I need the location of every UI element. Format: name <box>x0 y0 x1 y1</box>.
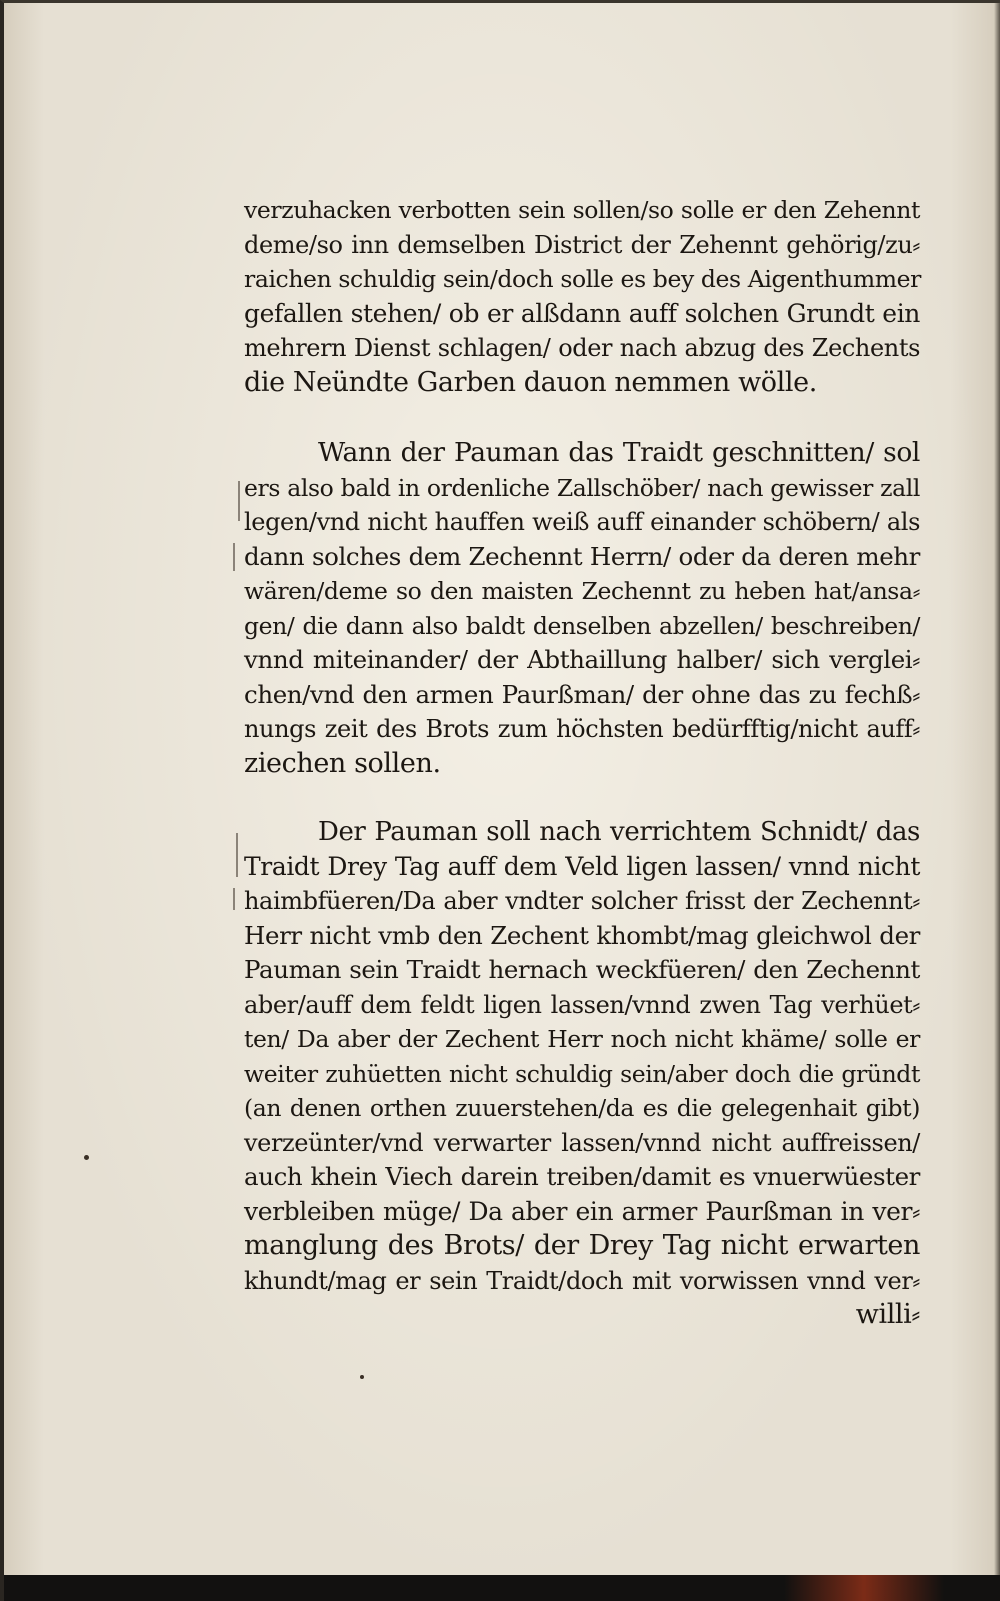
paragraph-gap <box>244 400 920 436</box>
text-line: die Neündte Garben dauon nemmen wölle. <box>244 366 817 398</box>
text-line: manglung des Brots/ der Drey Tag nicht erwarten <box>244 1230 920 1261</box>
page-edge-shadow <box>994 3 1000 1578</box>
text-line: verzuhacken verbotten sein sollen/so solle er den Zehennt <box>244 196 920 224</box>
text-line: gefallen stehen/ ob er alßdann auff solchen Grundt ein <box>244 298 920 328</box>
text-line: dann solches dem Zechennt Herrn/ oder da deren mehr <box>244 541 920 571</box>
text-line: weiter zuhüetten nicht schuldig sein/aber doch die gründt <box>244 1059 920 1088</box>
text-line: legen/vnd nicht hauffen weiß auff einander schöbern/ als <box>244 508 920 536</box>
margin-mark <box>233 543 235 571</box>
scan-bottom-edge <box>4 1575 1000 1601</box>
text-line: verbleiben müge/ Da aber ein armer Paurßman in ver⸗ <box>244 1196 920 1226</box>
page-text <box>244 193 920 1333</box>
text-line: Herr nicht vmb den Zechent khombt/mag gleichwol der <box>244 920 920 950</box>
paragraph-2 <box>244 436 920 781</box>
text-line: ziechen sollen. <box>244 747 441 779</box>
text-line: (an denen orthen zuuerstehen/da es die gelegenhait gibt) <box>244 1094 920 1122</box>
binding-edge <box>784 1575 944 1601</box>
text-line: chen/vnd den armen Paurßman/ der ohne das zu fechß⸗ <box>244 679 920 709</box>
text-line: deme/so inn demselben District der Zehennt gehörig/zu⸗ <box>244 230 920 259</box>
text-line: Pauman sein Traidt hernach weckfüeren/ den Zechennt <box>244 955 920 984</box>
text-line: raichen schuldig sein/doch solle es bey des Aigenthummer <box>244 265 921 293</box>
margin-mark <box>233 888 235 910</box>
text-line: ers also bald in ordenliche Zallschöber/ nach gewisser zall <box>244 473 920 502</box>
text-line: khundt/mag er sein Traidt/doch mit vorwissen vnnd ver⸗ <box>244 1266 920 1295</box>
text-line: wären/deme so den maisten Zechennt zu heben hat/ansa⸗ <box>244 577 920 605</box>
text-line: gen/ die dann also baldt denselben abzellen/ beschreiben/ <box>244 611 920 640</box>
paragraph-3 <box>244 815 920 1298</box>
text-line: verzeünter/vnd verwarter lassen/vnnd nicht auffreissen/ <box>244 1128 920 1157</box>
ink-speck <box>360 1375 364 1379</box>
text-line: Der Pauman soll nach verrichtem Schnidt/ das <box>318 817 920 847</box>
text-line: haimbfüeren/Da aber vndter solcher frisst der Zechennt⸗ <box>244 887 920 915</box>
text-line: mehrern Dienst schlagen/ oder nach abzug des Zechents <box>244 334 920 362</box>
margin-mark <box>236 833 238 877</box>
text-line: ten/ Da aber der Zechent Herr noch nicht khäme/ solle er <box>244 1025 920 1053</box>
paragraph-1 <box>244 193 920 400</box>
text-line: Traidt Drey Tag auff dem Veld ligen lassen/ vnnd nicht <box>244 851 920 881</box>
margin-mark <box>238 481 240 521</box>
ink-speck <box>84 1155 89 1160</box>
text-line: Wann der Pauman das Traidt geschnitten/ sol <box>318 437 920 468</box>
text-line: nungs zeit des Brots zum höchsten bedürfftig/nicht auff⸗ <box>244 715 920 743</box>
paragraph-gap <box>244 781 920 815</box>
text-line: aber/auff dem feldt ligen lassen/vnnd zwen Tag verhüet⸗ <box>244 990 920 1019</box>
text-line: auch khein Viech darein treiben/damit es vnuerwüester <box>244 1162 920 1191</box>
text-line: vnnd miteinander/ der Abthaillung halber/ sich verglei⸗ <box>244 645 920 674</box>
catchword: willi⸗ <box>855 1299 920 1330</box>
